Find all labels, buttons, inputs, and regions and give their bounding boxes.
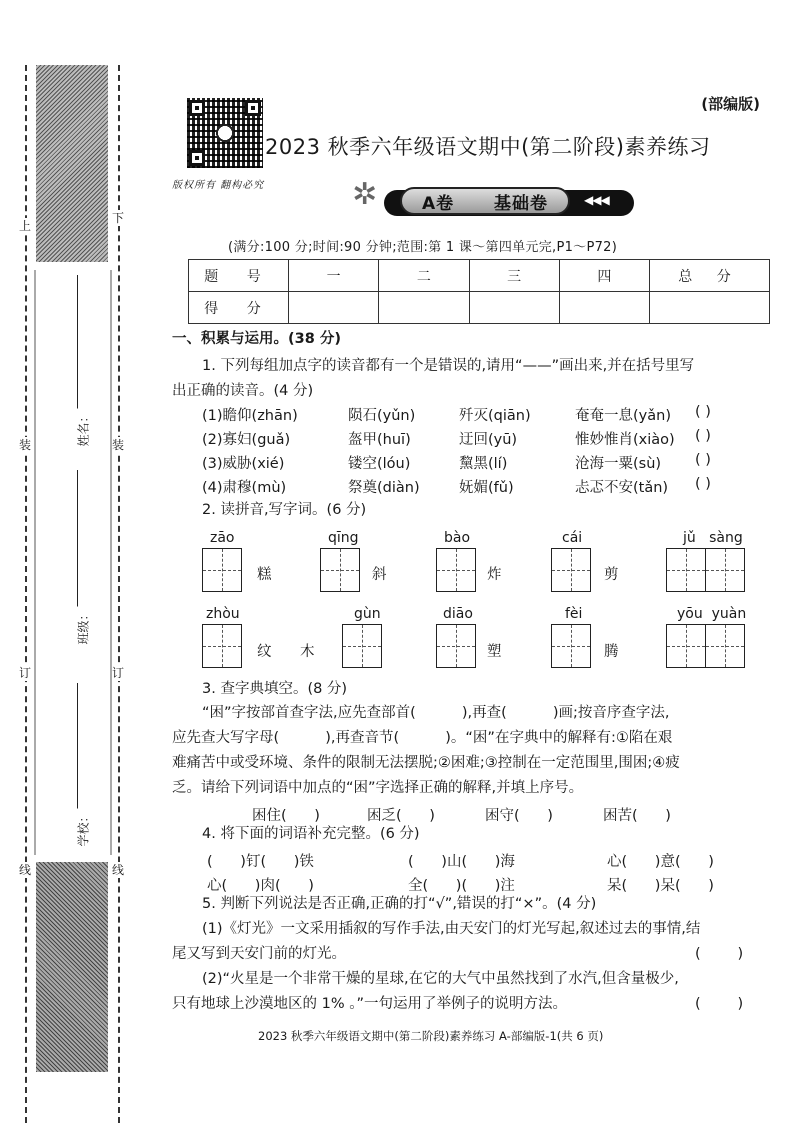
q4-prompt: 4. 将下面的词语补充完整。(6 分) [202, 826, 420, 842]
score-cell: 题 号 [189, 260, 289, 292]
q1-option: (4)肃穆(mù) [202, 480, 287, 496]
q1-option: 陨石(yǔn) [348, 408, 416, 424]
pinyin-label: jǔ sàng [683, 530, 743, 546]
score-cell: 得 分 [189, 292, 289, 324]
q3-text: 应先查大写字母( ),再查音节( )。“困”在字典中的解释有:①陷在艰 [172, 730, 673, 746]
q1-answer-blank[interactable]: ( ) [695, 428, 711, 444]
pinyin-label: cái [562, 530, 583, 546]
q1-option: 妩媚(fǔ) [459, 480, 514, 496]
triple-arrow-icon: ◀◀◀ [584, 193, 609, 207]
q1-prompt: 1. 下列每组加点字的读音都有一个是错误的,请用“——”画出来,并在括号里写 [202, 358, 695, 374]
grid-char: 木 [300, 644, 315, 660]
q1-option: (1)瞻仰(zhān) [202, 408, 298, 424]
pinyin-label: gùn [354, 606, 381, 622]
q1-option: 沧海一粟(sù) [575, 456, 662, 472]
q5-answer-blank[interactable]: ( ) [695, 946, 744, 962]
writing-grid-box[interactable] [551, 624, 591, 668]
q5-item2: (2)“火星是一个非常干燥的星球,在它的大气中虽然找到了水汽,但含量极少, [202, 971, 679, 987]
q1-option: 祭奠(diàn) [348, 480, 420, 496]
q1-option: (3)威胁(xié) [202, 456, 285, 472]
q3-word-blank[interactable]: 困守( ) [485, 808, 553, 824]
margin-label-staple: 订 [19, 666, 32, 680]
margin-label-up: 上 [19, 219, 32, 233]
q1-option: 奄奄一息(yǎn) [575, 408, 671, 424]
pinyin-label: yōu yuàn [677, 606, 747, 622]
q3-prompt: 3. 查字典填空。(8 分) [202, 681, 348, 697]
binding-margin [0, 0, 170, 1133]
writing-grid-box[interactable] [551, 548, 591, 592]
q2-prompt: 2. 读拼音,写字词。(6 分) [202, 502, 367, 518]
margin-rule-left [34, 270, 36, 855]
q3-word-blank[interactable]: 困苦( ) [603, 808, 671, 824]
score-cell: 三 [469, 260, 559, 292]
hatched-block-top [36, 65, 108, 262]
q1-option: 忐忑不安(tǎn) [575, 480, 669, 496]
q1-answer-blank[interactable]: ( ) [695, 452, 711, 468]
dragonfly-plant-icon: ✲ [352, 177, 378, 212]
qr-code[interactable] [186, 97, 264, 169]
q1-option: (2)寡妇(guǎ) [202, 432, 291, 448]
margin-label-bind: 装 [112, 438, 125, 452]
copyright-notice: 版权所有 翻构必究 [172, 180, 265, 191]
q5-answer-blank[interactable]: ( ) [695, 996, 744, 1012]
qr-finder-icon [189, 150, 205, 166]
q5-item2-cont: 只有地球上沙漠地区的 1% 。”一句运用了举例子的说明方法。 [172, 996, 567, 1012]
banner-pill [400, 187, 570, 215]
writing-grid-box[interactable] [320, 548, 360, 592]
q1-answer-blank[interactable]: ( ) [695, 404, 711, 420]
q3-text: 乏。请给下列词语中加点的“困”字选择正确的解释,并填上序号。 [172, 780, 584, 796]
writing-grid-box[interactable] [666, 548, 706, 592]
margin-label-bind: 装 [19, 438, 32, 452]
q4-idiom-blank[interactable]: 全( )( )注 [408, 878, 515, 894]
margin-label-line: 线 [112, 863, 125, 877]
q4-idiom-blank[interactable]: ( )山( )海 [408, 854, 515, 870]
q1-option: 迂回(yū) [459, 432, 518, 448]
q1-option: 歼灭(qiān) [459, 408, 531, 424]
q5-prompt: 5. 判断下列说法是否正确,正确的打“√”,错误的打“×”。(4 分) [202, 896, 597, 912]
pinyin-label: zhòu [206, 606, 240, 622]
q1-option: 镂空(lóu) [348, 456, 411, 472]
score-table [188, 259, 770, 324]
score-table-score-row [189, 292, 770, 324]
q1-option: 黧黑(lí) [459, 456, 508, 472]
section-banner [352, 177, 637, 222]
writing-grid-box[interactable] [202, 624, 242, 668]
score-input-cell[interactable] [559, 292, 649, 324]
grid-char: 塑 [487, 644, 502, 660]
q4-idiom-blank[interactable]: 心( )肉( ) [207, 878, 314, 894]
page-title: 2023 秋季六年级语文期中(第二阶段)素养练习 [265, 135, 711, 159]
margin-label-staple: 订 [112, 666, 125, 680]
q1-answer-blank[interactable]: ( ) [695, 476, 711, 492]
score-input-cell[interactable] [650, 292, 770, 324]
q4-idiom-blank[interactable]: 呆( )呆( ) [607, 878, 714, 894]
margin-label-line: 线 [19, 863, 32, 877]
pinyin-label: diāo [443, 606, 473, 622]
q1-option: 惟妙惟肖(xiào) [575, 432, 675, 448]
q5-item1: (1)《灯光》一文采用插叙的写作手法,由天安门的灯光写起,叙述过去的事情,结 [202, 921, 701, 937]
qr-finder-icon [245, 100, 261, 116]
banner-name: 基础卷 [494, 193, 549, 214]
pinyin-label: fèi [565, 606, 583, 622]
pinyin-label: qīng [328, 530, 359, 546]
q4-idiom-blank[interactable]: ( )钉( )铁 [207, 854, 314, 870]
class-fill-line[interactable] [77, 470, 78, 610]
score-cell: 一 [289, 260, 379, 292]
q4-idiom-blank[interactable]: 心( )意( ) [607, 854, 714, 870]
name-field-label: 姓名： [76, 410, 91, 447]
score-input-cell[interactable] [469, 292, 559, 324]
writing-grid-box[interactable] [666, 624, 706, 668]
q5-item1-cont: 尾又写到天安门前的灯光。 [172, 946, 346, 962]
name-fill-line[interactable] [77, 275, 78, 415]
writing-grid-box[interactable] [705, 624, 745, 668]
edition-label: (部编版) [701, 95, 760, 113]
q1-prompt-cont: 出正确的读音。(4 分) [172, 383, 314, 399]
pinyin-label: zāo [210, 530, 235, 546]
grid-char: 斜 [372, 567, 387, 583]
score-table-header-row [189, 260, 770, 292]
grid-char: 纹 [257, 644, 272, 660]
score-cell: 二 [379, 260, 469, 292]
q1-option: 盔甲(huī) [348, 432, 411, 448]
score-cell: 总 分 [650, 260, 770, 292]
qr-finder-icon [189, 100, 205, 116]
writing-grid-box[interactable] [342, 624, 382, 668]
grid-char: 炸 [487, 567, 502, 583]
school-field-label: 学校： [76, 810, 91, 847]
q3-word-blank[interactable]: 困乏( ) [367, 808, 435, 824]
score-input-cell[interactable] [379, 292, 469, 324]
q3-text: 难痛苦中或受环境、条件的限制无法摆脱;②困难;③控制在一定范围里,围困;④疲 [172, 755, 680, 771]
school-fill-line[interactable] [77, 683, 78, 813]
page-footer: 2023 秋季六年级语文期中(第二阶段)素养练习 A-部编版-1(共 6 页) [258, 1029, 604, 1043]
banner-part: A卷 [421, 193, 455, 214]
pinyin-label: bào [444, 530, 471, 546]
writing-grid-box[interactable] [436, 624, 476, 668]
writing-grid-box[interactable] [202, 548, 242, 592]
margin-rule-right [110, 270, 112, 855]
hatched-block-bottom [36, 862, 108, 1072]
grid-char: 剪 [604, 567, 619, 583]
score-cell: 四 [559, 260, 649, 292]
section-heading: 一、积累与运用。(38 分) [172, 331, 341, 347]
writing-grid-box[interactable] [705, 548, 745, 592]
grid-char: 腾 [604, 644, 619, 660]
exam-meta: (满分:100 分;时间:90 分钟;范围:第 1 课～第四单元完,P1～P72) [228, 240, 618, 255]
score-input-cell[interactable] [289, 292, 379, 324]
q3-text: “困”字按部首查字法,应先查部首( ),再查( )画;按音序查字法, [202, 705, 670, 721]
margin-label-down: 下 [112, 211, 125, 225]
q3-word-blank[interactable]: 困住( ) [252, 808, 320, 824]
grid-char: 糕 [257, 567, 272, 583]
class-field-label: 班级： [76, 608, 91, 645]
writing-grid-box[interactable] [436, 548, 476, 592]
